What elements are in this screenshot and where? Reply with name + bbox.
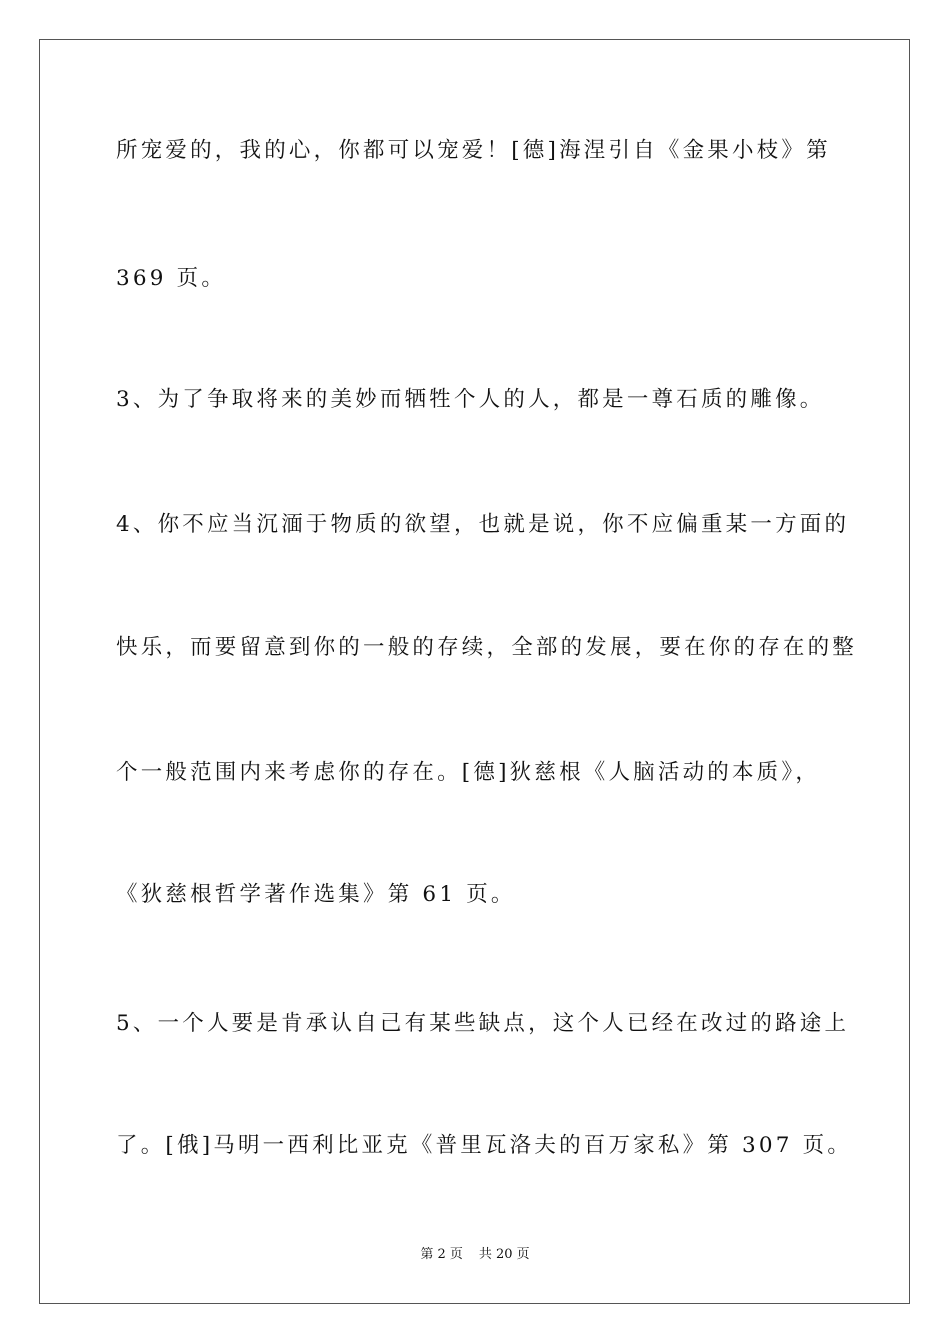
text-line: 快乐，而要留意到你的一般的存续，全部的发展，要在你的存在的整 bbox=[116, 635, 858, 660]
text-line: 《狄慈根哲学著作选集》第 61 页。 bbox=[116, 882, 516, 907]
text-line: 所宠爱的，我的心，你都可以宠爱！[德]海涅引自《金果小枝》第 bbox=[116, 138, 831, 163]
page-footer bbox=[0, 1246, 950, 1264]
text-line: 369 页。 bbox=[116, 266, 227, 291]
total-pages: 共 20 页 bbox=[478, 1247, 530, 1262]
text-line: 4、你不应当沉湎于物质的欲望，也就是说，你不应偏重某一方面的 bbox=[116, 512, 850, 537]
page-number: 第 2 页 bbox=[420, 1247, 463, 1262]
text-line: 5、一个人要是肯承认自己有某些缺点，这个人已经在改过的路途上 bbox=[116, 1011, 850, 1036]
page-border bbox=[39, 39, 910, 1304]
text-line: 个一般范围内来考虑你的存在。[德]狄慈根《人脑活动的本质》， bbox=[116, 760, 821, 785]
text-line: 3、为了争取将来的美妙而牺牲个人的人，都是一尊石质的雕像。 bbox=[116, 387, 825, 412]
text-line: 了。[俄]马明一西利比亚克《普里瓦洛夫的百万家私》第 307 页。 bbox=[116, 1133, 853, 1158]
